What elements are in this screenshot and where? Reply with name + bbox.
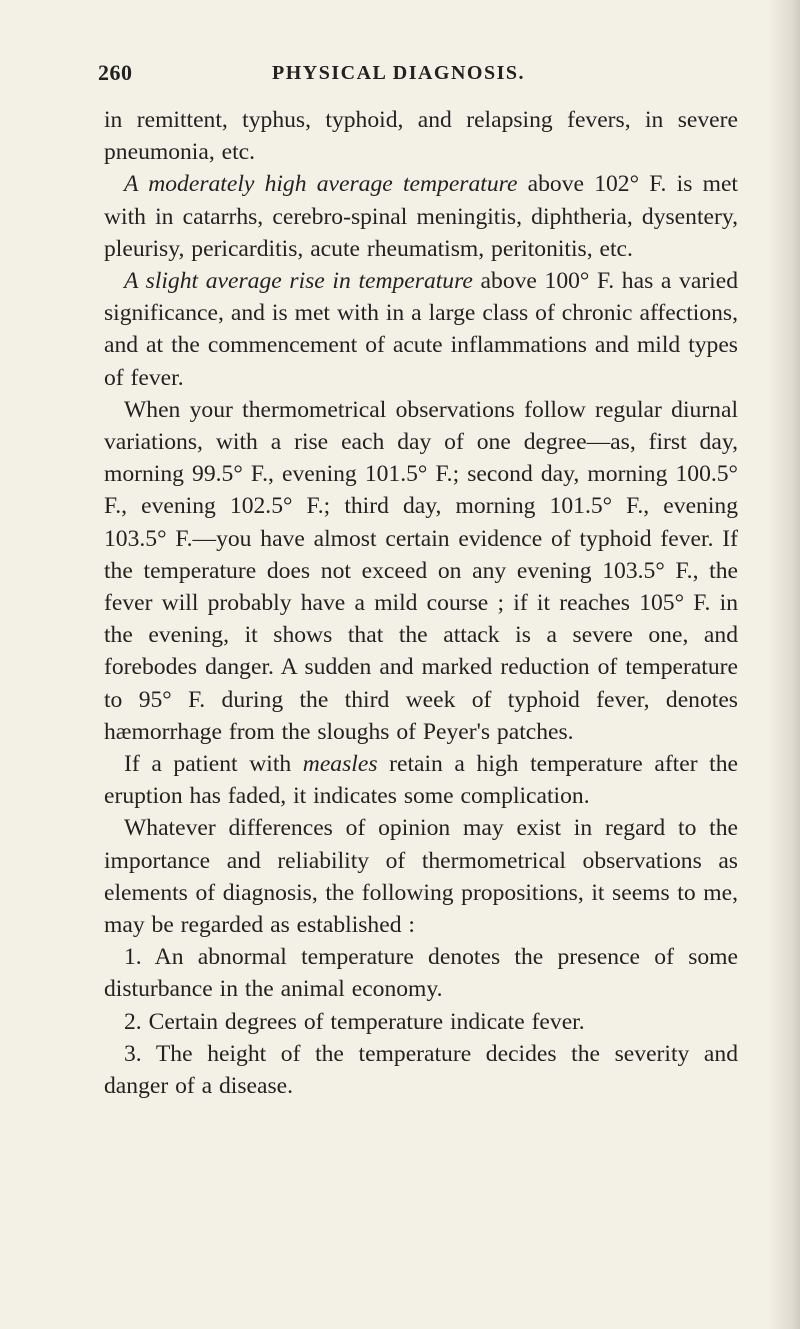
paragraph-2-text: above 102° F. is met with in catarrhs, cerebro-spinal meningitis, diphtheria, dysentery, pleurisy, pericarditis, acute rheumatism, peritonitis, etc. bbox=[104, 171, 738, 262]
paragraph-4-text: When your thermometrical observations follow regular diurnal variations, with a rise each day of one degree—as, first day, morning 99.5° F., evening 101.5° F.; second day, morning 100.5° F., evening 102.5° F.; third day, morning 101.5° F., evening 103.5° F.—you have almost certain evidence of typhoid fever. If the temperature does not exceed on any evening 103.5° F., the fever will probably have a mild course ; if it reaches 105° F. in the evening, it shows that the attack is a severe one, and forebodes danger. A sudden and marked reduction of temperature to 95° F. during the third week of typhoid fever, denotes hæmorrhage from the sloughs of Peyer's patches. bbox=[104, 396, 738, 745]
paragraph-2-emphasis: A moderately high average temperature bbox=[124, 171, 518, 198]
paragraph-2 bbox=[104, 168, 738, 265]
list-item-3 bbox=[104, 1038, 738, 1102]
paragraph-4 bbox=[104, 394, 738, 748]
list-item-3-text: 3. The height of the temperature decides the severity and danger of a disease. bbox=[104, 1040, 738, 1100]
paragraph-3-emphasis: A slight average rise in temperature bbox=[124, 268, 473, 295]
paragraph-3-text: above 100° F. has a varied significance, and is met with in a large class of chronic affections, and at the commencement of acute inflammations and mild types of fever. bbox=[104, 268, 738, 391]
list-item-2-text: 2. Certain degrees of temperature indicate fever. bbox=[124, 1008, 585, 1035]
running-head bbox=[98, 60, 738, 90]
paragraph-5 bbox=[104, 748, 738, 812]
paragraph-5-start: If a patient with bbox=[124, 751, 303, 778]
paragraph-1-text: in remittent, typhus, typhoid, and relapsing fevers, in severe pneumonia, etc. bbox=[104, 107, 738, 166]
paragraph-5-emphasis: measles bbox=[302, 751, 378, 778]
list-item-1 bbox=[104, 941, 738, 1005]
body-text bbox=[104, 104, 738, 1102]
header-title: PHYSICAL DIAGNOSIS. bbox=[272, 62, 526, 84]
paragraph-1 bbox=[104, 104, 738, 168]
paragraph-6 bbox=[104, 812, 738, 941]
list-item-2 bbox=[104, 1006, 738, 1038]
list-item-1-text: 1. An abnormal temperature denotes the presence of some disturbance in the animal economy. bbox=[104, 944, 738, 1003]
page-number: 260 bbox=[98, 60, 133, 85]
paragraph-5-text: retain a high temperature after the eruption has faded, it indicates some complication. bbox=[104, 751, 738, 810]
paragraph-6-text: Whatever differences of opinion may exist in regard to the importance and reliability of thermometrical observations as elements of diagnosis, the following propositions, it seems to me, may be regarded as established : bbox=[104, 815, 738, 939]
paragraph-3 bbox=[104, 265, 738, 394]
